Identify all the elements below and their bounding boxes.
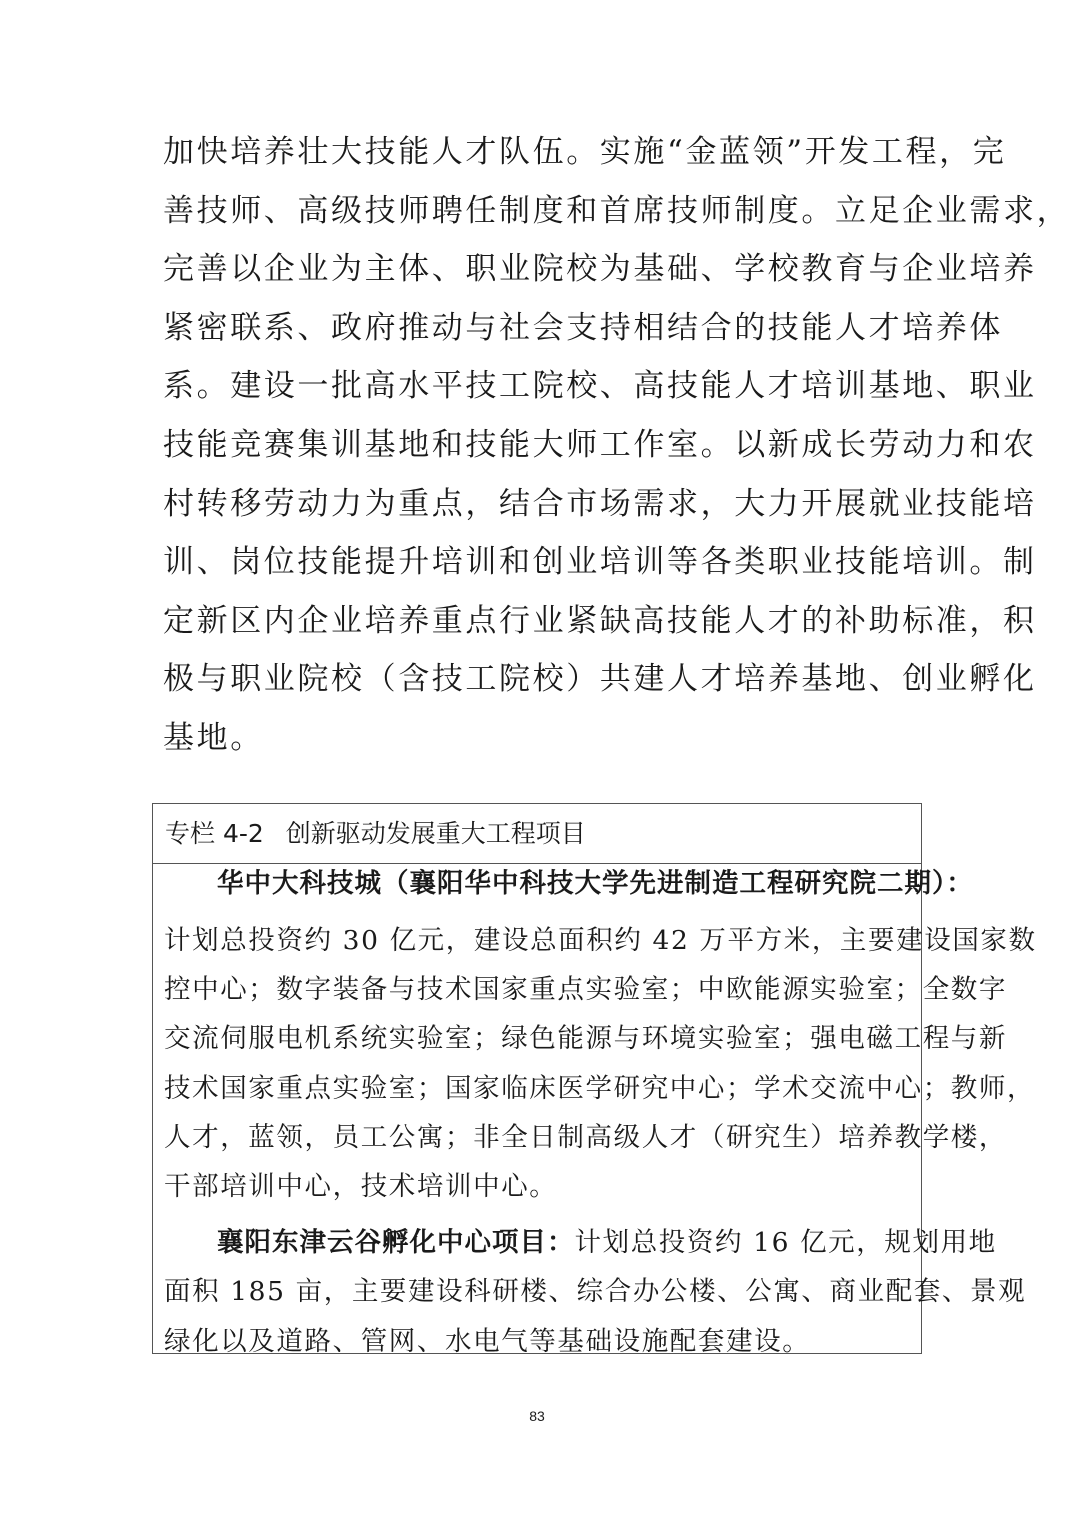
body-line: 善技师、高级技师聘任制度和首席技师制度。立足企业需求， — [163, 192, 1071, 229]
page-number: 83 — [529, 1408, 545, 1424]
project-heading: 华中大科技城（襄阳华中科技大学先进制造工程研究院二期）： — [217, 868, 974, 899]
project-line: 计划总投资约 30 亿元，建设总面积约 42 万平方米，主要建设国家数 — [164, 925, 1037, 956]
project-line — [164, 1218, 997, 1267]
project-line: 面积 185 亩，主要建设科研楼、综合办公楼、公寓、商业配套、景观 — [164, 1276, 1027, 1308]
project-line: 技术国家重点实验室；国家临床医学研究中心；学术交流中心；教师， — [164, 1072, 1036, 1104]
body-line: 村转移劳动力为重点，结合市场需求，大力开展就业技能培 — [163, 485, 1037, 522]
column-box-body — [153, 864, 1037, 1366]
column-title-text: 创新驱动发展重大工程项目 — [285, 819, 586, 848]
body-line: 技能竞赛集训基地和技能大师工作室。以新成长劳动力和农 — [163, 426, 1037, 463]
project-line-rest: 计划总投资约 16 亿元，规划用地 — [574, 1227, 997, 1259]
column-box — [152, 803, 1037, 1357]
body-line: 训、岗位技能提升培训和创业培训等各类职业技能培训。制 — [163, 544, 1037, 581]
body-line: 定新区内企业培养重点行业紧缺高技能人才的补助标准，积 — [163, 602, 1037, 639]
project-line: 交流伺服电机系统实验室；绿色能源与环境实验室；强电磁工程与新 — [164, 1023, 1007, 1055]
body-line: 基地。 — [163, 719, 264, 756]
project-line: 干部培训中心，技术培训中心。 — [164, 1170, 558, 1202]
body-line: 系。建设一批高水平技工院校、高技能人才培训基地、职业 — [163, 368, 1037, 405]
body-line: 极与职业院校（含技工院校）共建人才培养基地、创业孵化 — [163, 661, 1037, 698]
project-line: 控中心；数字装备与技术国家重点实验室；中欧能源实验室；全数字 — [164, 974, 1007, 1006]
project-line: 人才，蓝领，员工公寓；非全日制高级人才（研究生）培养教学楼， — [164, 1121, 1007, 1153]
body-line: 完善以企业为主体、职业院校为基础、学校教育与企业培养 — [163, 251, 1037, 288]
project-heading: 襄阳东津云谷孵化中心项目： — [217, 1227, 575, 1259]
project-line: 绿化以及道路、管网、水电气等基础设施配套建设。 — [164, 1325, 811, 1357]
body-paragraph — [163, 128, 1071, 773]
body-line: 紧密联系、政府推动与社会支持相结合的技能人才培养体 — [163, 309, 1003, 346]
body-line: 加快培养壮大技能人才队伍。实施“金蓝领”开发工程，完 — [163, 134, 1007, 170]
column-box-title — [153, 804, 921, 864]
column-number: 专栏 4-2 — [165, 819, 264, 848]
